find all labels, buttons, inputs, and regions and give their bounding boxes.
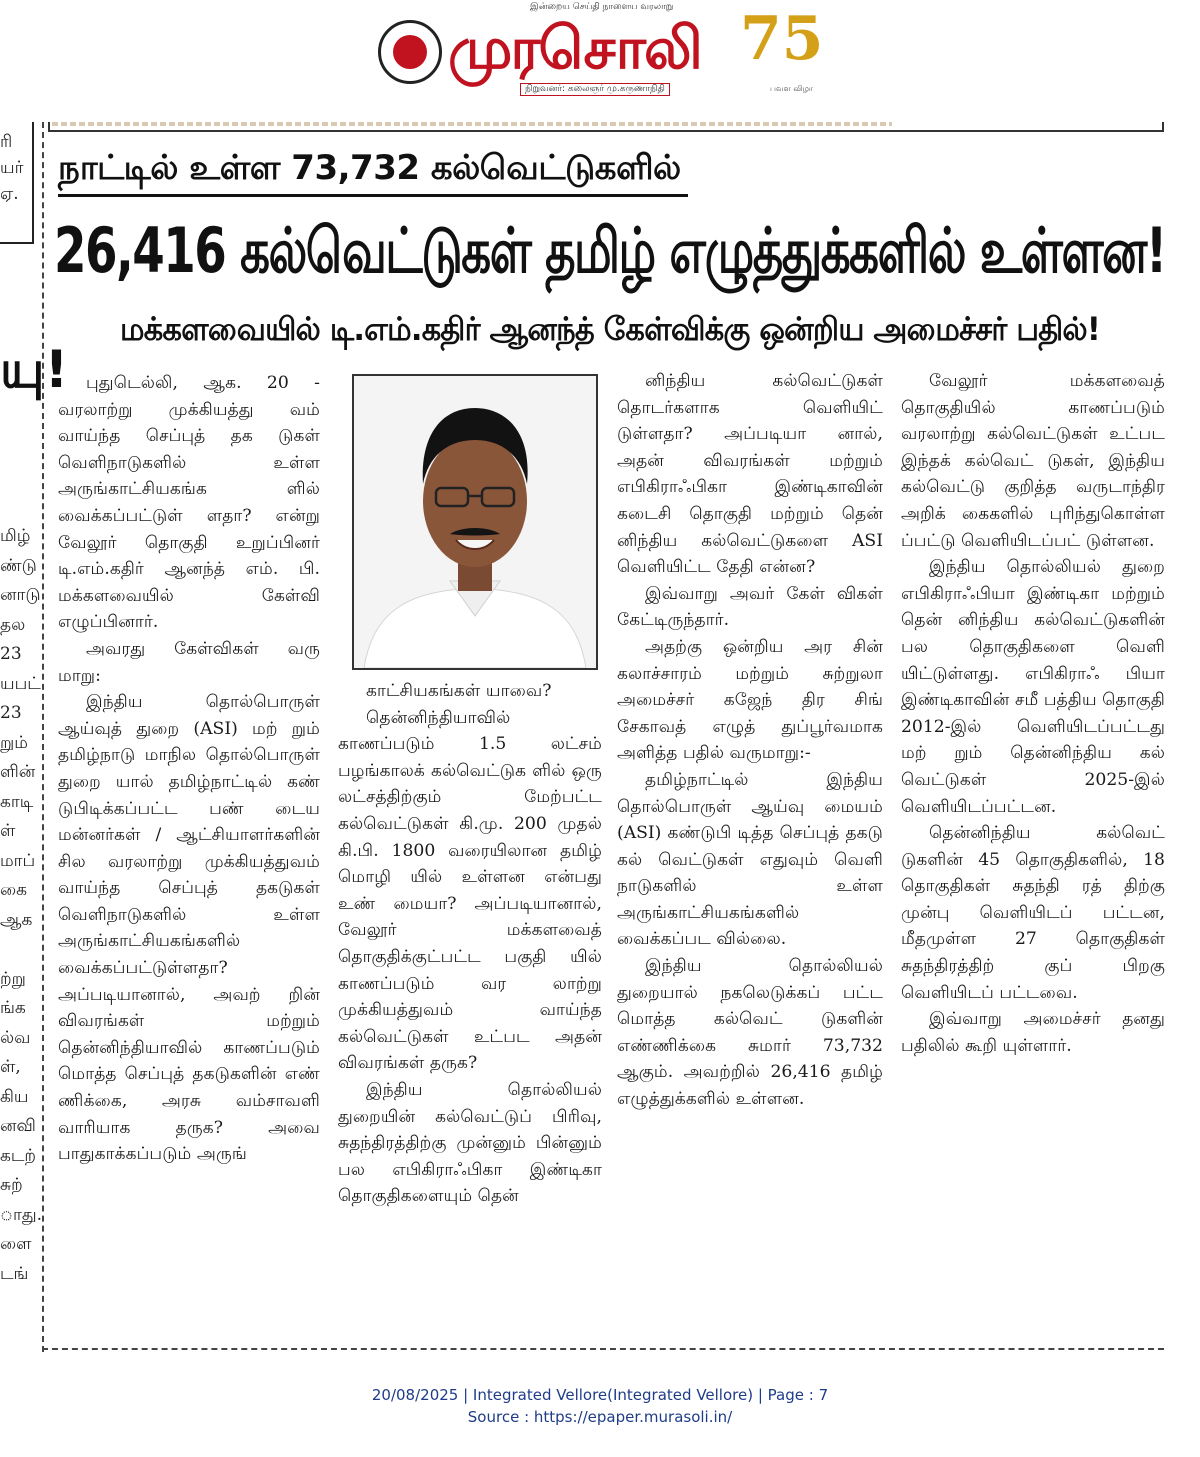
adjacent-fragment-line: சுற்	[0, 1175, 23, 1195]
adjacent-fragment-line: ளை	[0, 1234, 32, 1254]
article-paragraph: இவ்வாறு அமைச்சர் தனது பதிலில் கூறி யுள்ளார்.	[901, 1009, 1165, 1056]
adjacent-fragment-line: ளின்	[0, 762, 36, 782]
adjacent-fragment-line: மிழ்	[0, 526, 31, 546]
top-frame-rule	[48, 122, 1164, 132]
bottom-frame-rule	[42, 1348, 1164, 1350]
article-column-3	[617, 368, 883, 1113]
adjacent-fragment-line: ல்வ	[0, 1027, 31, 1048]
adjacent-fragment-line: ள்	[0, 821, 16, 841]
kicker-underline	[58, 194, 688, 197]
adjacent-fragment-line: ரி	[0, 132, 13, 152]
adjacent-fragment-line: ள்,	[0, 1057, 21, 1077]
adjacent-fragment-line: னாடு	[0, 585, 41, 605]
article-subhead: மக்களவையில் டி.எம்.கதிர் ஆனந்த் கேள்விக்கு ஒன்றிய அமைச்சர் பதில்!	[120, 310, 1101, 348]
article-paragraph: இந்திய தொல்பொருள் ஆய்வுத் துறை (ASI) மற் றும் தமிழ்நாடு மாநில தொல்பொருள் துறை யால் தமிழ்நாட்டில் கண் டுபிடிக்கப்பட்ட பண் டைய மன்னர்கள் / ஆட்சியாளர்களின் சில வரலாற்று முக்கியத்துவம் வாய்ந்த செப்புத் தகடுகள் வெளிநாடுகளில் உள்ள அருங்காட்சியகங்களில் வைக்கப்பட்டுள்ளதா? அப்படியானால், அவற் றின் விவரங்கள் மற்றும் தென்னிந்தியாவில் காணப்படும் மொத்த செப்புத் தகடுகளின் எண் ணிக்கை, அரசு வம்சாவளி வாரியாக தருக? அவை பாதுகாக்கப்படும் அருங்	[58, 692, 320, 1165]
adjacent-fragment-line: யபட்	[0, 673, 41, 694]
masthead-tagline: இன்றைய செய்தி நாளைய வரலாறு	[530, 2, 674, 12]
footer-source-link[interactable]: Source : https://epaper.murasoli.in/	[467, 1408, 733, 1426]
article-paragraph: இந்திய தொல்லியல் துறையின் கல்வெட்டுப் பிரிவு, சுதந்திரத்திற்கு முன்னும் பின்னும் பல எபிகிராஃபிகா இண்டிகா தொகுதிகளையும் தென்	[338, 1079, 602, 1207]
article-paragraph: னிந்திய கல்வெட்டுகள் தொடர்களாக வெளியிட் டுள்ளதா? அப்படியா னால், அதன் விவரங்கள் மற்றும் எபிகிராஃபிகா இண்டிகாவின் கடைசி தொகுதி மற்றும் தென் னிந்திய கல்வெட்டுகளை ASI வெளியிட்ட தேதி என்ன?	[617, 371, 883, 578]
adjacent-fragment-line: மாப்	[0, 850, 36, 871]
adjacent-fragment-line: றும்	[0, 732, 28, 753]
adjacent-fragment-line: னவி	[0, 1116, 36, 1136]
article-paragraph: தென்னிந்தியாவில் காணப்படும் 1.5 லட்சம் பழங்காலக் கல்வெட்டுக ளில் ஒரு லட்சத்திற்கும் மேற்பட்ட கல்வெட்டுகள் கி.மு. 200 முதல் கி.பி. 1800 வரையிலான தமிழ் மொழி யில் உள்ளன என்பது உண் மையா? அப்படியானால், வேலூர் மக்களவைத் தொகுதிக்குட்பட்ட பகுதி யில் காணப்படும் வர லாற்று முக்கியத்துவம் வாய்ந்த கல்வெட்டுகள் உட்பட அதன் விவரங்கள் தருக?	[338, 707, 602, 1074]
article-paragraph: காட்சியகங்கள் யாவை?	[366, 681, 552, 701]
portrait-photo	[352, 374, 598, 670]
adjacent-fragment-line: 23	[0, 703, 22, 723]
article-column-1	[58, 370, 320, 1168]
adjacent-fragment-line: கடற்	[0, 1145, 36, 1166]
rising-sun-emblem-icon	[378, 20, 442, 84]
anniversary-number: 75	[740, 4, 824, 74]
article-paragraph: அவரது கேள்விகள் வரு மாறு:	[58, 638, 320, 686]
article-paragraph: புதுடெல்லி, ஆக. 20 - வரலாற்று முக்கியத்து வம் வாய்ந்த செப்புத் தக டுகள் வெளிநாடுகளில் உள்ள அருங்காட்சியகங்க ளில் வைக்கப்பட்டுள் ளதா? என்று வேலூர் தொகுதி உறுப்பினர் டி.எம்.கதிர் ஆனந்த் எம். பி. மக்களவையில் கேள்வி எழுப்பினார்.	[58, 373, 320, 633]
adjacent-fragment-line: ஆக	[0, 909, 33, 930]
article-headline: 26,416 கல்வெட்டுகள் தமிழ் எழுத்துக்களில் உள்ளன!	[54, 214, 1166, 287]
adjacent-fragment-line: கிய	[0, 1086, 29, 1107]
article-paragraph: இவ்வாறு அவர் கேள் விகள் கேட்டிருந்தார்.	[617, 583, 883, 631]
portrait-illustration	[354, 376, 596, 668]
masthead	[370, 0, 840, 110]
article-paragraph: இந்திய தொல்லியல் துறையால் நகலெடுக்கப் பட்ட மொத்த கல்வெட் டுகளின் எண்ணிக்கை சுமார் 73,732 ஆகும். அவற்றில் 26,416 தமிழ் எழுத்துக்களில் உள்ளன.	[617, 956, 883, 1110]
article-paragraph: தமிழ்நாட்டில் இந்திய தொல்பொருள் ஆய்வு மையம் (ASI) கண்டுபி டித்த செப்புத் தகடு கல் வெட்டுகள் எதுவும் வெளி நாடுகளில் உள்ள அருங்காட்சியகங்களில் வைக்கப்பட வில்லை.	[617, 769, 883, 950]
article-paragraph: தென்னிந்திய கல்வெட் டுகளின் 45 தொகுதிகளில், 18 தொகுதிகள் சுதந்தி ரத் திற்கு முன்பு வெளியிடப் பட்டன, மீதமுள்ள 27 தொகுதிகள் சுதந்திரத்திற் குப் பிறகு வெளியிடப் பட்டவை.	[901, 823, 1165, 1003]
anniversary-label: பவள விழா	[770, 84, 814, 93]
left-column-rule	[42, 122, 44, 1352]
adjacent-fragment-line: 23	[0, 644, 22, 664]
adjacent-fragment-line: காடி	[0, 791, 34, 812]
adjacent-fragment-line: ண்டு	[0, 555, 37, 576]
adjacent-fragment-line: தல	[0, 614, 26, 635]
article-column-2	[338, 678, 602, 1210]
adjacent-fragment-line: ஏ.	[0, 184, 19, 204]
adjacent-fragment-line: டங்	[0, 1263, 29, 1284]
adjacent-fragment-line: ற்று	[0, 968, 26, 989]
article-column-4	[901, 368, 1165, 1059]
adjacent-fragment-line: யர்	[0, 158, 24, 178]
masthead-founder-line: நிறுவனர்: கலைஞர் மு.கருணாநிதி	[520, 83, 670, 96]
adjacent-fragment-line: ாது.	[0, 1204, 42, 1225]
adjacent-fragment-line: கை	[0, 880, 27, 900]
adjacent-fragment-line: ங்க	[0, 998, 26, 1018]
article-paragraph: வேலூர் மக்களவைத் தொகுதியில் காணப்படும் வரலாற்று கல்வெட்டுகள் உட்பட இந்தக் கல்வெட் டுகள், இந்திய கல்வெட்டு குறித்த வருடாந்திர அறிக் கைகளில் புரிந்துகொள்ள ப்பட்டு வெளியிடப்பட் டுள்ளன.	[901, 371, 1165, 551]
adjacent-headline-fragment: யு!	[0, 340, 69, 400]
newspaper-name: முரசொலி	[448, 14, 701, 82]
article-kicker: நாட்டில் உள்ள 73,732 கல்வெட்டுகளில்	[58, 148, 681, 188]
article-paragraph: அதற்கு ஒன்றிய அர சின் கலாச்சாரம் மற்றும் சுற்றுலா அமைச்சர் கஜேந் திர சிங் சேகாவத் எழுத் துப்பூர்வமாக அளித்த பதில் வருமாறு:-	[617, 636, 883, 764]
article-paragraph: இந்திய தொல்லியல் துறை எபிகிராஃபியா இண்டிகா மற்றும் தென் னிந்திய கல்வெட்டுகளின் பல தொகுதிகளை வெளி யிட்டுள்ளது. எபிகிராஃ பியா இண்டிகாவின் சமீ பத்திய தொகுதி 2012-இல் வெளியிடப்பட்டது மற் றும் தென்னிந்திய கல் வெட்டுகள் 2025-இல் வெளியிடப்பட்டன.	[901, 557, 1165, 817]
footer-edition-info: 20/08/2025 | Integrated Vellore(Integrated Vellore) | Page : 7	[371, 1386, 829, 1404]
